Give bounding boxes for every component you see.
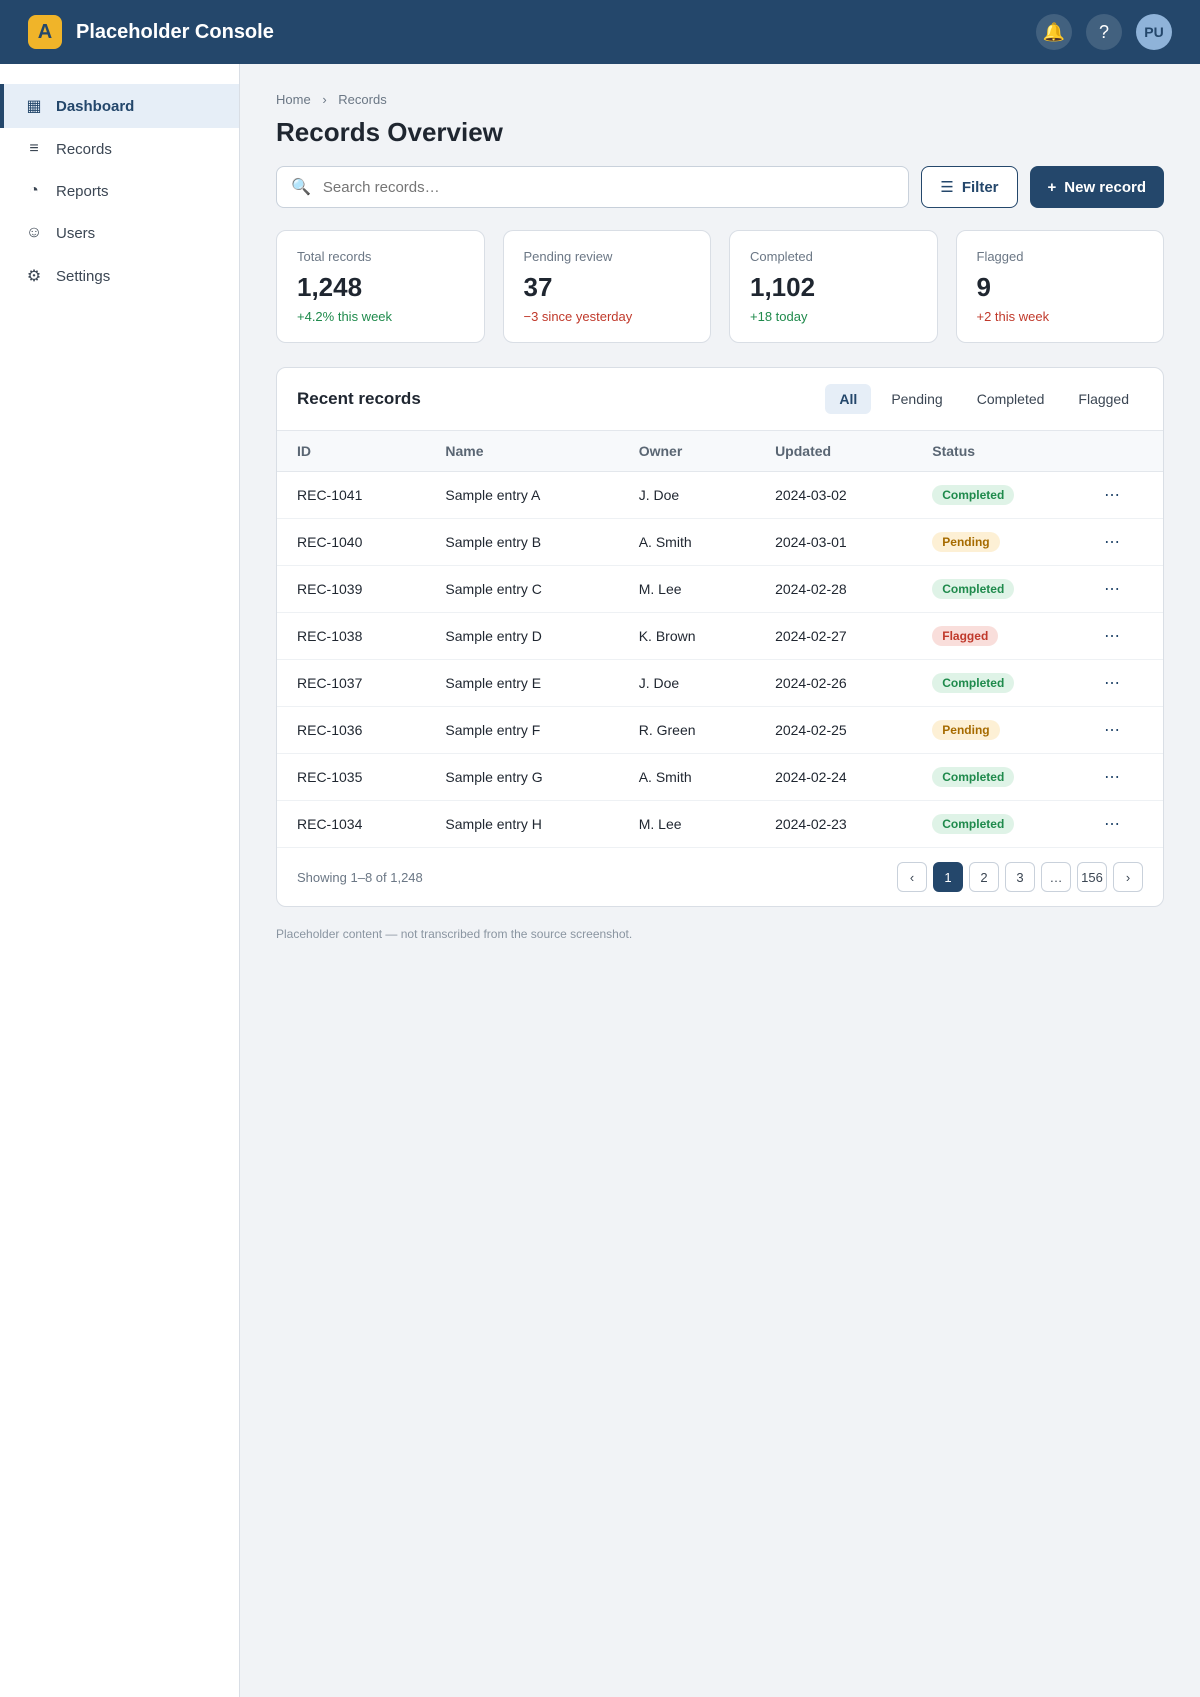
status-badge: Completed (932, 579, 1014, 599)
page-title: Records Overview (276, 117, 503, 147)
cell-actions (1084, 801, 1163, 848)
filter-button-label: Filter (961, 178, 999, 196)
tab-pending[interactable]: Pending (891, 391, 943, 407)
sidebar-item-reports[interactable] (0, 170, 239, 212)
more-options-icon[interactable]: ⋯ (1104, 534, 1121, 551)
breadcrumb-current: Records (338, 92, 387, 107)
summary-card-delta: −3 since yesterday (523, 309, 633, 324)
summary-card[interactable] (503, 230, 712, 343)
panel-title: Recent records (297, 389, 421, 408)
tab-completed[interactable]: Completed (976, 391, 1045, 407)
column-header: ID (277, 431, 425, 472)
cell-updated: 2024-03-02 (755, 472, 912, 519)
cell-name: Sample entry H (425, 801, 618, 848)
cell-status (912, 707, 1084, 754)
more-options-icon[interactable]: ⋯ (1104, 581, 1121, 598)
column-header (1084, 431, 1163, 472)
cell-name: Sample entry F (425, 707, 618, 754)
cell-updated: 2024-03-01 (755, 519, 912, 566)
cell-owner: J. Doe (619, 660, 755, 707)
more-options-icon[interactable]: ⋯ (1104, 487, 1121, 504)
cell-id: REC-1036 (277, 707, 425, 754)
cell-updated: 2024-02-27 (755, 613, 912, 660)
tab-flagged[interactable]: Flagged (1078, 391, 1129, 407)
summary-cards (276, 230, 1164, 343)
cell-name: Sample entry E (425, 660, 618, 707)
tab-all[interactable]: All (825, 384, 871, 414)
dashboard-icon: ▦ (26, 98, 42, 115)
cell-owner: M. Lee (619, 566, 755, 613)
sidebar-item-records[interactable] (0, 128, 239, 170)
sidebar-item-label: Reports (56, 182, 109, 200)
more-options-icon[interactable]: ⋯ (1104, 769, 1121, 786)
cell-id: REC-1041 (277, 472, 425, 519)
pagination-pages (897, 862, 1143, 892)
sidebar-item-label: Records (56, 140, 112, 158)
cell-actions (1084, 754, 1163, 801)
cell-id: REC-1035 (277, 754, 425, 801)
cell-owner: R. Green (619, 707, 755, 754)
cell-updated: 2024-02-25 (755, 707, 912, 754)
filter-icon: ☰ (940, 179, 954, 196)
page-button[interactable]: 1 (933, 862, 963, 892)
sidebar-item-label: Settings (56, 267, 111, 285)
cell-status (912, 801, 1084, 848)
cell-name: Sample entry D (425, 613, 618, 660)
table-row[interactable] (277, 613, 1163, 660)
breadcrumb-root[interactable]: Home (276, 92, 311, 107)
pagination (277, 848, 1163, 906)
table-row[interactable] (277, 660, 1163, 707)
help-icon[interactable]: ? (1086, 14, 1122, 50)
column-header: Updated (755, 431, 912, 472)
panel-header (277, 368, 1163, 431)
status-badge: Completed (932, 485, 1014, 505)
summary-card-value: 9 (976, 272, 991, 302)
cell-owner: K. Brown (619, 613, 755, 660)
summary-card-delta: +4.2% this week (297, 309, 393, 324)
cell-actions (1084, 660, 1163, 707)
plus-icon: + (1047, 178, 1057, 196)
summary-card-label: Completed (750, 249, 813, 264)
summary-card-label: Flagged (976, 249, 1024, 264)
cell-actions (1084, 613, 1163, 660)
status-badge: Completed (932, 767, 1014, 787)
cell-id: REC-1038 (277, 613, 425, 660)
table-body (277, 472, 1163, 848)
table-row[interactable] (277, 754, 1163, 801)
summary-card-value: 1,248 (297, 272, 363, 302)
cell-status (912, 754, 1084, 801)
user-icon: ☺ (25, 224, 43, 241)
new-record-button-label: New record (1064, 178, 1146, 196)
next-page-button[interactable]: › (1113, 862, 1143, 892)
sidebar-item-label: Dashboard (56, 97, 135, 115)
sidebar-item-users[interactable] (0, 212, 239, 254)
status-badge: Flagged (932, 626, 998, 646)
cell-status (912, 472, 1084, 519)
table-row[interactable] (277, 566, 1163, 613)
more-options-icon[interactable]: ⋯ (1104, 675, 1121, 692)
page-button[interactable]: 3 (1005, 862, 1035, 892)
sidebar (0, 64, 240, 1697)
more-options-icon[interactable]: ⋯ (1104, 628, 1121, 645)
cell-owner: M. Lee (619, 801, 755, 848)
summary-card-label: Pending review (523, 249, 613, 264)
cell-status (912, 660, 1084, 707)
new-record-button[interactable] (1030, 166, 1164, 208)
summary-card-delta: +2 this week (976, 309, 1050, 324)
page-button[interactable]: 156 (1077, 862, 1107, 892)
table-row[interactable] (277, 519, 1163, 566)
status-badge: Pending (932, 532, 999, 552)
status-badge: Completed (932, 673, 1014, 693)
page-button[interactable]: 2 (969, 862, 999, 892)
previous-page-button[interactable]: ‹ (897, 862, 927, 892)
search-box[interactable] (276, 166, 909, 208)
search-icon: 🔍 (291, 179, 311, 196)
cell-name: Sample entry G (425, 754, 618, 801)
summary-card[interactable] (276, 230, 485, 343)
cell-updated: 2024-02-26 (755, 660, 912, 707)
breadcrumb-separator-icon: › (322, 92, 327, 107)
records-panel (276, 367, 1164, 907)
cell-name: Sample entry C (425, 566, 618, 613)
cell-name: Sample entry B (425, 519, 618, 566)
sidebar-item-settings[interactable] (0, 254, 239, 298)
panel-tabs (825, 384, 1143, 414)
cell-updated: 2024-02-23 (755, 801, 912, 848)
toolbar (276, 166, 1164, 208)
summary-card-label: Total records (297, 249, 372, 264)
summary-card-value: 37 (523, 272, 553, 302)
cell-owner: A. Smith (619, 754, 755, 801)
gear-icon: ⚙ (26, 268, 42, 285)
column-header: Name (425, 431, 618, 472)
cell-updated: 2024-02-28 (755, 566, 912, 613)
cell-actions (1084, 707, 1163, 754)
cell-actions (1084, 472, 1163, 519)
cell-status (912, 519, 1084, 566)
summary-card-value: 1,102 (750, 272, 816, 302)
sidebar-item-dashboard[interactable] (0, 84, 239, 128)
status-badge: Pending (932, 720, 999, 740)
cell-actions (1084, 519, 1163, 566)
cell-name: Sample entry A (425, 472, 618, 519)
page-button[interactable]: … (1041, 862, 1071, 892)
table-header-row (277, 431, 1163, 472)
cell-id: REC-1039 (277, 566, 425, 613)
records-table (277, 431, 1163, 848)
pagination-summary: Showing 1–8 of 1,248 (297, 869, 423, 885)
filter-button[interactable] (921, 166, 1017, 208)
more-options-icon[interactable]: ⋯ (1104, 722, 1121, 739)
avatar[interactable]: PU (1136, 14, 1172, 50)
app-bar (0, 0, 1200, 64)
search-input[interactable] (321, 178, 894, 197)
cell-status (912, 613, 1084, 660)
summary-card-delta: +18 today (750, 309, 808, 324)
summary-card[interactable] (729, 230, 938, 343)
bell-icon[interactable]: 🔔 (1036, 14, 1072, 50)
table-row[interactable] (277, 801, 1163, 848)
column-header: Status (912, 431, 1084, 472)
chart-icon: ◔ (29, 182, 39, 199)
cell-status (912, 566, 1084, 613)
cell-id: REC-1034 (277, 801, 425, 848)
cell-updated: 2024-02-24 (755, 754, 912, 801)
cell-id: REC-1037 (277, 660, 425, 707)
cell-owner: A. Smith (619, 519, 755, 566)
cell-id: REC-1040 (277, 519, 425, 566)
table-row[interactable] (277, 707, 1163, 754)
app-title: Placeholder Console (76, 20, 274, 43)
app-logo[interactable]: A (28, 15, 62, 49)
sidebar-item-label: Users (56, 224, 96, 242)
column-header: Owner (619, 431, 755, 472)
cell-owner: J. Doe (619, 472, 755, 519)
status-badge: Completed (932, 814, 1014, 834)
breadcrumb (276, 92, 1164, 107)
table-row[interactable] (277, 472, 1163, 519)
list-icon: ≡ (29, 140, 39, 157)
summary-card[interactable] (956, 230, 1165, 343)
cell-actions (1084, 566, 1163, 613)
more-options-icon[interactable]: ⋯ (1104, 816, 1121, 833)
footer-note: Placeholder content — not transcribed from the source screenshot. (276, 927, 633, 941)
main-content (240, 64, 1200, 1697)
